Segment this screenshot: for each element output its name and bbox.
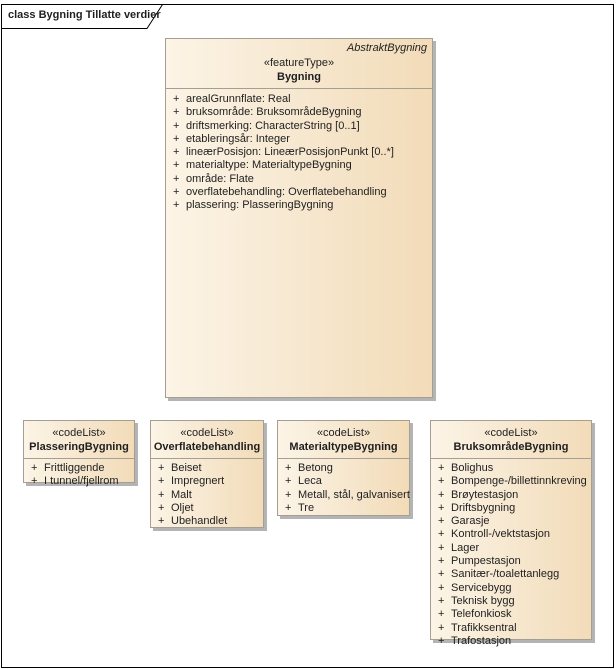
enum-value-row — [151, 515, 263, 528]
enum-value-row-label: Brøytestasjon — [451, 488, 519, 501]
enum-value-row — [431, 489, 591, 502]
public-visibility-icon: + — [158, 515, 165, 528]
public-visibility-icon: + — [173, 186, 180, 199]
attribute-row — [166, 93, 432, 106]
public-visibility-icon: + — [173, 199, 180, 212]
public-visibility-icon: + — [31, 462, 38, 474]
class-header-bygning — [166, 39, 432, 89]
codelist-header — [151, 421, 263, 459]
enum-value-row — [431, 528, 591, 541]
enum-value-row — [431, 515, 591, 528]
public-visibility-icon: + — [438, 568, 445, 581]
attribute-row — [166, 120, 432, 133]
codelist-header — [24, 421, 134, 459]
codelist-header — [278, 421, 409, 459]
public-visibility-icon: + — [438, 621, 445, 634]
attribute-compartment-bygning — [166, 89, 432, 213]
attribute-row-label: plassering: PlasseringBygning — [186, 199, 334, 212]
codelist-name: MaterialtypeBygning — [289, 441, 398, 453]
codelist-box-bruksomradebygning[interactable] — [430, 420, 592, 647]
attribute-row — [166, 146, 432, 159]
enum-value-row-label: Lager — [451, 541, 480, 554]
enum-value-row-label: Malt — [171, 488, 192, 501]
enum-value-row-label: Ubehandlet — [171, 515, 228, 528]
enum-value-row-label: Trafikksentral — [451, 621, 517, 634]
codelist-header — [431, 421, 591, 459]
public-visibility-icon: + — [438, 581, 445, 594]
attribute-row — [166, 159, 432, 172]
enum-value-row — [24, 462, 134, 475]
public-visibility-icon: + — [438, 541, 445, 554]
codelist-name: Overflatebehandling — [153, 441, 261, 453]
attribute-row — [166, 199, 432, 212]
public-visibility-icon: + — [285, 488, 292, 501]
class-name-bygning: Bygning — [277, 71, 321, 83]
public-visibility-icon: + — [438, 634, 445, 647]
enum-value-row — [431, 622, 591, 635]
codelist-box-overflatebehandling[interactable] — [150, 420, 264, 528]
public-visibility-icon: + — [173, 159, 180, 172]
enum-value-row-label: Betong — [298, 462, 333, 474]
public-visibility-icon: + — [173, 106, 180, 119]
parent-class-annotation: AbstraktBygning — [346, 42, 427, 54]
stereotype-codelist: «codeList» — [180, 427, 234, 439]
attribute-row-label: lineærPosisjon: LineærPosisjonPunkt [0..*] — [186, 146, 394, 159]
enum-value-row-label: Tre — [298, 501, 315, 514]
enum-value-row-label: Sanitær-/toalettanlegg — [451, 568, 560, 581]
enum-value-row-label: Trafostasjon — [451, 634, 512, 647]
attribute-row-label: bruksområde: BruksområdeBygning — [186, 106, 362, 119]
public-visibility-icon: + — [438, 501, 445, 514]
enum-value-row — [431, 595, 591, 608]
enum-value-row — [278, 462, 409, 475]
public-visibility-icon: + — [438, 515, 445, 528]
enum-value-row — [431, 568, 591, 581]
public-visibility-icon: + — [158, 462, 165, 474]
codelist-box-materialtypebygning[interactable] — [277, 420, 410, 516]
enum-value-row-label: Garasje — [451, 515, 490, 528]
enum-value-row — [278, 502, 409, 515]
attribute-row-label: driftsmerking: CharacterString [0..1] — [186, 119, 360, 132]
codelist-values-plasseringbygning — [24, 459, 134, 489]
enum-value-row — [431, 542, 591, 555]
attribute-row-label: materialtype: MaterialtypeBygning — [186, 159, 352, 172]
public-visibility-icon: + — [173, 132, 180, 145]
attribute-row — [166, 106, 432, 119]
enum-value-row — [151, 502, 263, 515]
attribute-row-label: overflatebehandling: Overflatebehandling — [186, 186, 387, 199]
enum-value-row-label: Metall, stål, galvanisert — [298, 488, 410, 501]
public-visibility-icon: + — [438, 555, 445, 568]
enum-value-row-label: Impregnert — [171, 475, 225, 488]
public-visibility-icon: + — [285, 501, 292, 514]
enum-value-row-label: Beiset — [171, 462, 202, 474]
public-visibility-icon: + — [158, 488, 165, 501]
enum-value-row — [431, 608, 591, 621]
enum-value-row-label: Bompenge-/billettinnkreving — [451, 475, 587, 488]
enum-value-row — [24, 475, 134, 488]
enum-value-row — [151, 462, 263, 475]
public-visibility-icon: + — [173, 172, 180, 185]
enum-value-row-label: Servicebygg — [451, 581, 512, 594]
enum-value-row — [278, 489, 409, 502]
enum-value-row-label: I tunnel/fjellrom — [44, 475, 119, 488]
public-visibility-icon: + — [438, 475, 445, 488]
attribute-row — [166, 133, 432, 146]
codelist-values-overflatebehandling — [151, 459, 263, 528]
public-visibility-icon: + — [173, 93, 180, 105]
public-visibility-icon: + — [158, 501, 165, 514]
public-visibility-icon: + — [285, 462, 292, 474]
public-visibility-icon: + — [158, 475, 165, 488]
enum-value-row — [431, 555, 591, 568]
stereotype-codelist: «codeList» — [316, 427, 371, 439]
codelist-values-materialtypebygning — [278, 459, 409, 515]
attribute-row-label: etableringsår: Integer — [186, 132, 290, 145]
attribute-row — [166, 186, 432, 199]
public-visibility-icon: + — [438, 462, 445, 474]
public-visibility-icon: + — [285, 475, 292, 488]
enum-value-row-label: Pumpestasjon — [451, 555, 521, 568]
enum-value-row — [431, 502, 591, 515]
codelist-values-bruksomradebygning — [431, 459, 591, 648]
enum-value-row — [151, 475, 263, 488]
codelist-box-plasseringbygning[interactable] — [23, 420, 135, 488]
public-visibility-icon: + — [438, 488, 445, 501]
enum-value-row-label: Frittliggende — [44, 462, 105, 474]
stereotype-featuretype: «featureType» — [263, 57, 335, 69]
enum-value-row-label: Teknisk bygg — [451, 594, 515, 607]
class-box-bygning[interactable] — [165, 38, 433, 398]
public-visibility-icon: + — [173, 119, 180, 132]
codelist-name: PlasseringBygning — [29, 441, 129, 453]
enum-value-row-label: Driftsbygning — [451, 501, 516, 514]
enum-value-row-label: Leca — [298, 475, 322, 488]
enum-value-row-label: Telefonkiosk — [451, 608, 512, 621]
enum-value-row — [151, 489, 263, 502]
enum-value-row — [431, 582, 591, 595]
enum-value-row-label: Bolighus — [451, 462, 494, 474]
attribute-row-label: arealGrunnflate: Real — [186, 93, 291, 105]
public-visibility-icon: + — [438, 594, 445, 607]
stereotype-codelist: «codeList» — [52, 427, 106, 439]
public-visibility-icon: + — [31, 475, 38, 488]
attribute-row — [166, 173, 432, 186]
enum-value-row-label: Oljet — [171, 501, 194, 514]
attribute-row-label: område: Flate — [186, 172, 254, 185]
diagram-title: class Bygning Tillatte verdier — [8, 9, 161, 21]
enum-value-row — [278, 475, 409, 488]
public-visibility-icon: + — [173, 146, 180, 159]
public-visibility-icon: + — [438, 528, 445, 541]
enum-value-row — [431, 635, 591, 648]
public-visibility-icon: + — [438, 608, 445, 621]
enum-value-row — [431, 475, 591, 488]
enum-value-row — [431, 462, 591, 475]
stereotype-codelist: «codeList» — [484, 427, 538, 439]
enum-value-row-label: Kontroll-/vektstasjon — [451, 528, 551, 541]
codelist-name: BruksområdeBygning — [453, 441, 569, 453]
